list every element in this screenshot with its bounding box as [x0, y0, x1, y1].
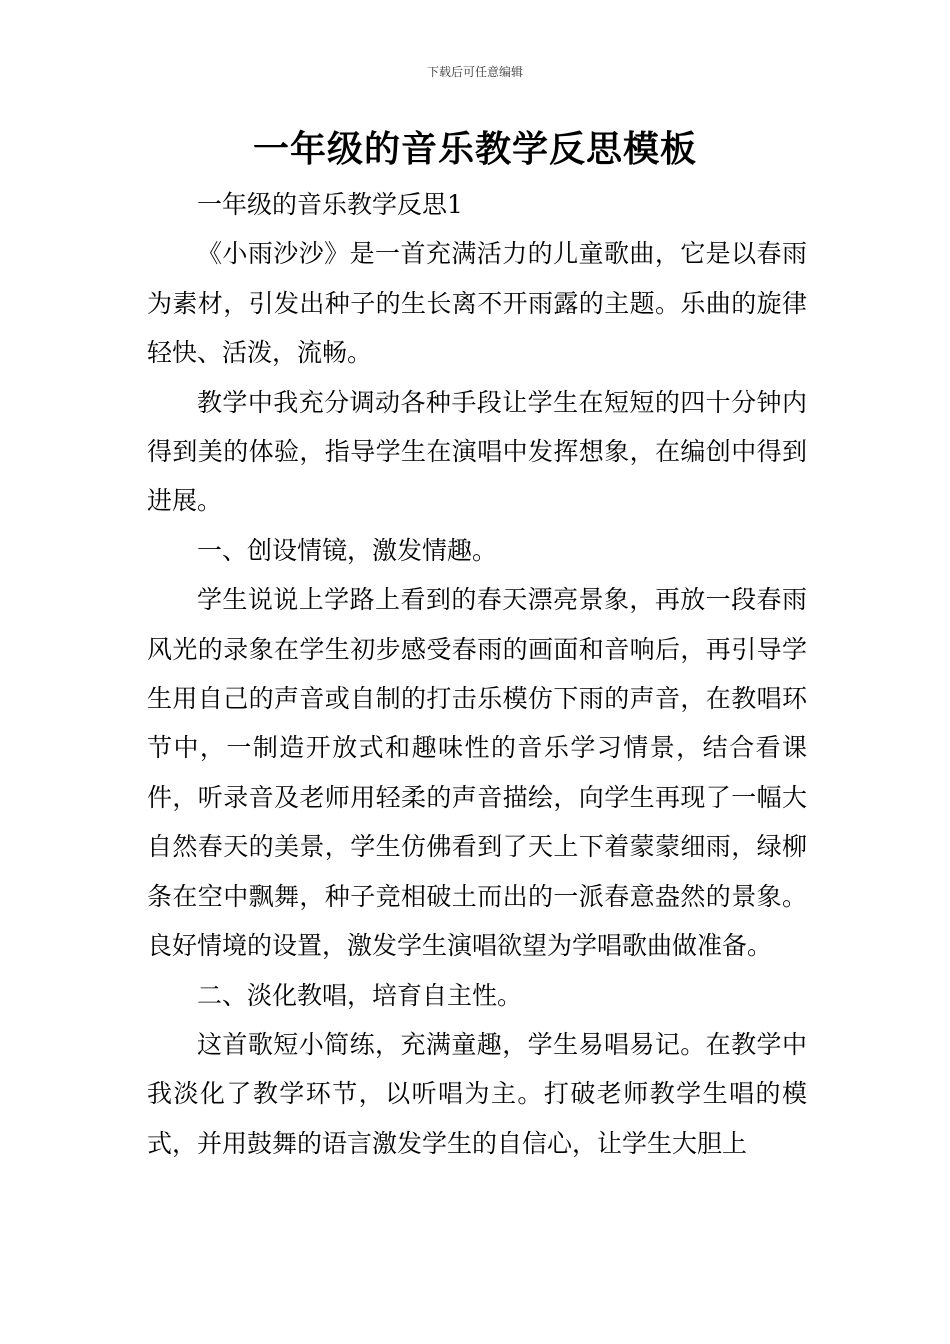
- body-paragraph: 学生说说上学路上看到的春天漂亮景象，再放一段春雨风光的录象在学生初步感受春雨的画面和音响后，再引导学生用自己的声音或自制的打击乐模仿下雨的声音，在教唱环节中，一制造开放式和趣味性的音乐学习情景，结合看课件，听录音及老师用轻柔的声音描绘，向学生再现了一幅大自然春天的美景，学生仿佛看到了天上下着蒙蒙细雨，绿柳条在空中飘舞，种子竞相破土而出的一派春意盎然的景象。良好情境的设置，激发学生演唱欲望为学唱歌曲做准备。: [147, 585, 807, 961]
- body-paragraph: 这首歌短小简练，充满童趣，学生易唱易记。在教学中我淡化了教学环节，以听唱为主。打破老师教学生唱的模式，并用鼓舞的语言激发学生的自信心，让学生大胆上: [147, 1029, 807, 1158]
- body-paragraph: 《小雨沙沙》是一首充满活力的儿童歌曲，它是以春雨为素材，引发出种子的生长离不开雨露的主题。乐曲的旋律轻快、活泼，流畅。: [147, 239, 807, 368]
- section-heading: 一年级的音乐教学反思1: [197, 190, 463, 219]
- subsection-heading: 一、创设情镜，激发情趣。: [197, 535, 498, 565]
- document-title: 一年级的音乐教学反思模板: [252, 128, 697, 170]
- body-paragraph: 教学中我充分调动各种手段让学生在短短的四十分钟内得到美的体验，指导学生在演唱中发挥想象，在编创中得到进展。: [147, 387, 807, 516]
- subsection-heading: 二、淡化教唱，培育自主性。: [197, 980, 523, 1010]
- document-body: [147, 180, 807, 1168]
- header-note: 下载后可任意编辑: [426, 65, 523, 79]
